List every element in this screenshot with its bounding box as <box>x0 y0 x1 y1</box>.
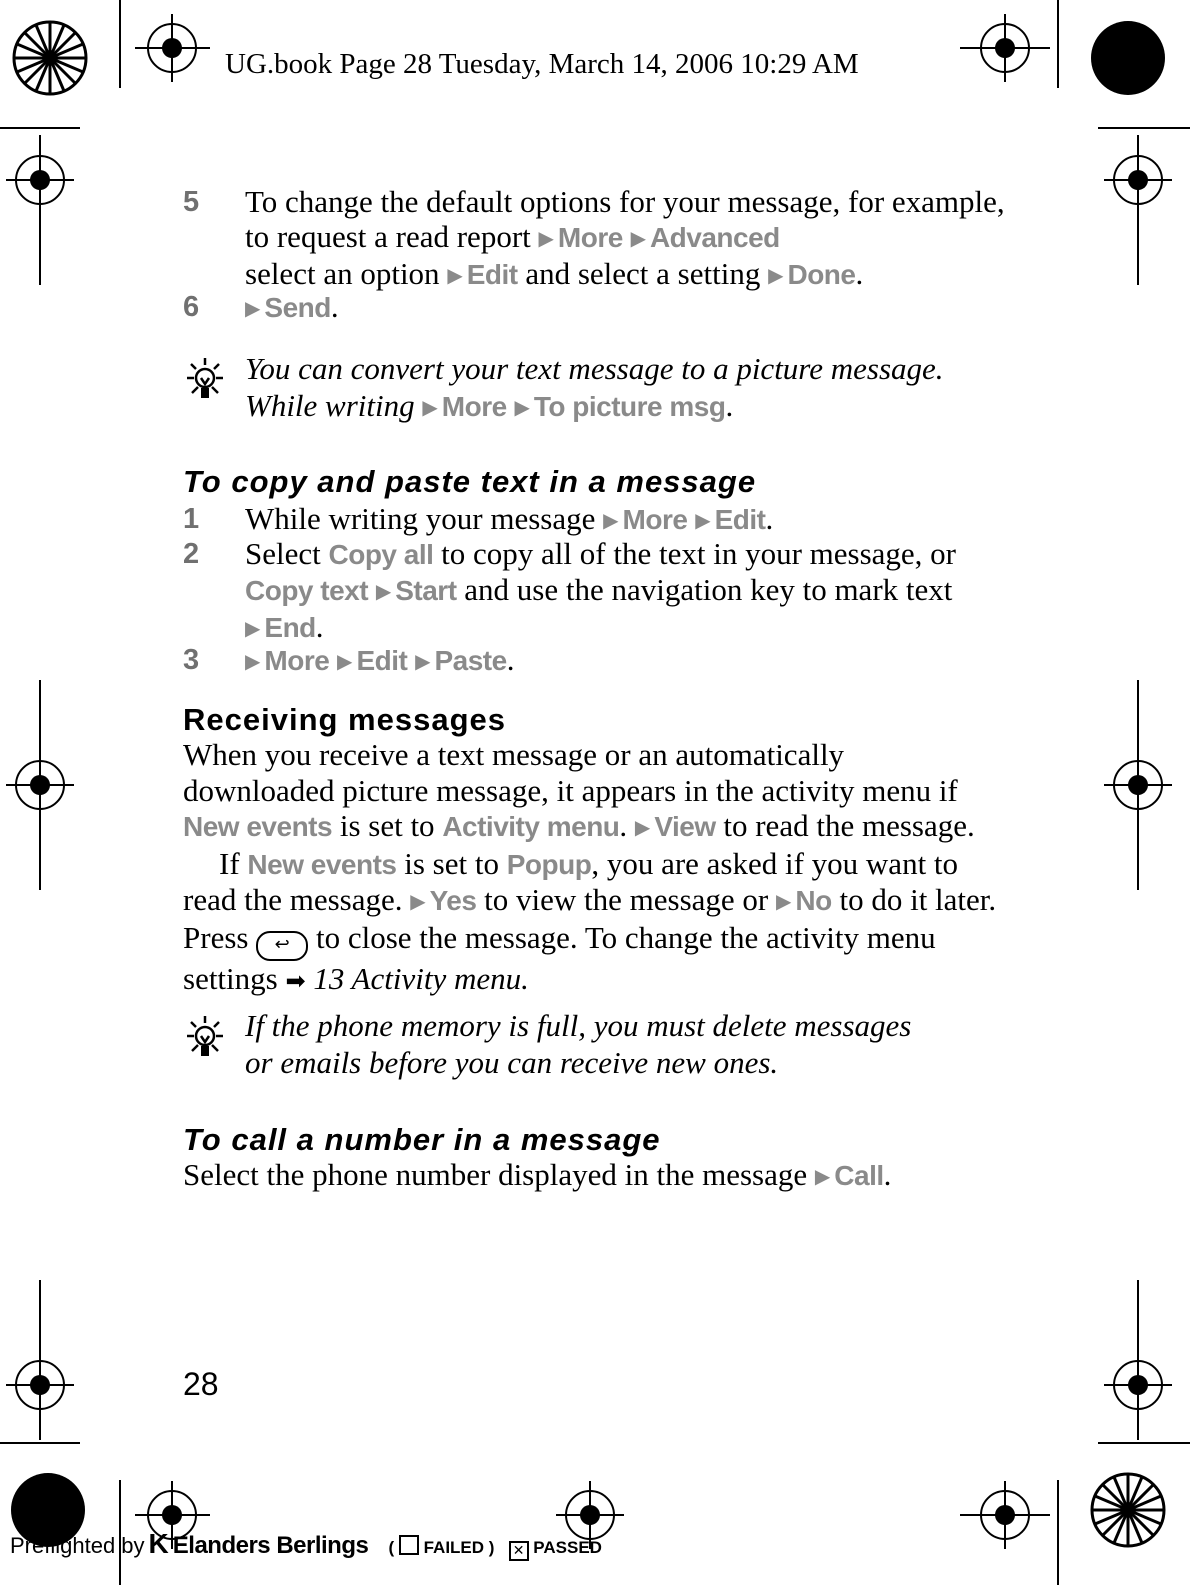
body-text: Select the phone number displayed in the message <box>183 1157 815 1192</box>
ui-label-activity-menu: Activity menu <box>442 811 620 842</box>
body-text: is set to <box>332 808 443 843</box>
lightbulb-tip-icon <box>183 1014 227 1062</box>
body-text: . <box>619 808 635 843</box>
step-text: . <box>855 256 864 291</box>
arrow-right-icon: ▶ <box>695 508 711 532</box>
elanders-logo-icon: K <box>148 1528 169 1559</box>
arrow-right-icon: ▶ <box>630 226 646 250</box>
step-text: select an option <box>245 256 448 291</box>
page-number: 28 <box>183 1366 219 1402</box>
body-text: to read the message. <box>715 808 975 843</box>
body-text: to close the message. To change the activity menu settings <box>183 919 936 996</box>
arrow-right-icon: ▶ <box>538 226 554 250</box>
ui-label-end: End <box>264 612 316 643</box>
copy-step-3-text <box>245 642 1005 679</box>
step-text: While writing your message <box>245 501 604 536</box>
step-number: 6 <box>183 291 200 323</box>
footer-prefix: Preflighted by <box>10 1533 145 1558</box>
step-text: . <box>330 289 339 324</box>
heading-call-number: To call a number in a message <box>183 1122 661 1157</box>
tip-picture-message <box>245 350 1005 426</box>
ui-label-edit: Edit <box>466 259 518 290</box>
call-paragraph <box>183 1157 1003 1195</box>
ui-label-more: More <box>622 504 688 535</box>
ui-label-new-events: New events <box>247 848 397 880</box>
body-text: When you receive a text message or an automatically downloaded picture message, it appears in the activity menu if <box>183 737 958 808</box>
step-text: to copy all of the text in your message, or <box>433 536 956 571</box>
step-text: . <box>315 609 324 644</box>
passed-indicator <box>509 1538 602 1557</box>
step-6-text <box>245 289 1005 326</box>
body-text: If <box>219 845 248 881</box>
failed-label: FAILED <box>423 1538 485 1557</box>
step-5-text <box>245 184 1005 293</box>
ui-label-view: View <box>654 811 716 842</box>
step-text: and use the navigation key to mark text <box>456 572 953 607</box>
arrow-right-icon: ▶ <box>603 508 619 532</box>
copy-step-1-text <box>245 501 1005 538</box>
ui-label-edit: Edit <box>714 504 766 535</box>
heading-copy-paste: To copy and paste text in a message <box>183 464 757 499</box>
receiving-paragraph <box>183 737 1003 999</box>
step-text: . <box>765 501 774 536</box>
step-text: . <box>506 642 515 677</box>
step-number: 1 <box>183 503 200 535</box>
ui-label-copy-all: Copy all <box>328 539 434 570</box>
ui-label-yes: Yes <box>429 885 477 916</box>
arrow-right-icon: ▶ <box>447 263 463 287</box>
lightbulb-tip-icon <box>183 356 227 404</box>
body-text: . <box>521 960 529 996</box>
tip-text: While writing <box>245 388 423 423</box>
preflight-footer <box>10 1528 602 1561</box>
copy-step-2-text <box>245 536 1005 646</box>
ui-label-more: More <box>557 222 623 253</box>
arrow-right-icon: ▶ <box>245 649 261 673</box>
step-text: To change the default options for your message, for example, to request a read report <box>245 184 1005 254</box>
tip-text: You can convert your text message to a picture message. <box>245 351 944 386</box>
arrow-right-icon: ▶ <box>245 296 261 320</box>
footer-brand: Elanders Berlings <box>172 1532 369 1559</box>
unchecked-box-icon <box>399 1535 419 1555</box>
ui-label-more: More <box>441 391 507 422</box>
tip-text: If the phone memory is full, you must delete messages <box>245 1008 912 1043</box>
arrow-right-icon: ▶ <box>410 889 426 913</box>
ui-label-popup: Popup <box>506 848 592 880</box>
cross-reference: 13 Activity menu <box>313 960 522 996</box>
heading-receiving-messages: Receiving messages <box>183 702 507 737</box>
arrow-right-icon: ▶ <box>814 1164 831 1188</box>
arrow-right-icon: ▶ <box>415 649 431 673</box>
checked-box-icon: ✕ <box>509 1541 529 1561</box>
page-header: UG.book Page 28 Tuesday, March 14, 2006 10:29 AM <box>225 48 859 80</box>
step-text: and select a setting <box>517 256 769 291</box>
tip-text: . <box>725 388 734 423</box>
ui-label-call: Call <box>834 1160 884 1191</box>
arrow-right-icon: ▶ <box>337 649 353 673</box>
ui-label-new-events: New events <box>183 811 333 842</box>
ui-label-done: Done <box>787 259 856 290</box>
step-number: 3 <box>183 644 200 676</box>
tip-memory-full <box>245 1007 1005 1081</box>
ui-label-start: Start <box>395 575 457 606</box>
ui-label-paste: Paste <box>434 645 507 676</box>
ui-label-to-picture-msg: To picture msg <box>533 391 726 422</box>
arrow-right-icon: ▶ <box>422 395 438 419</box>
body-text: to view the message or <box>476 882 776 917</box>
ui-label-edit: Edit <box>356 645 408 676</box>
step-text: Select <box>245 536 329 571</box>
body-text: , you are asked if you want to read the message. <box>183 845 959 917</box>
passed-label: PASSED <box>533 1538 602 1557</box>
reference-arrow-icon: ➡ <box>285 966 306 995</box>
ui-label-advanced: Advanced <box>649 222 780 253</box>
arrow-right-icon: ▶ <box>776 889 792 913</box>
ui-label-more: More <box>264 645 330 676</box>
ui-label-no: No <box>795 885 832 916</box>
step-number: 5 <box>183 186 200 218</box>
arrow-right-icon: ▶ <box>768 263 784 287</box>
tip-text: or emails before you can receive new ones. <box>245 1045 779 1080</box>
arrow-right-icon: ▶ <box>375 579 392 603</box>
arrow-right-icon: ▶ <box>634 815 651 839</box>
step-number: 2 <box>183 538 200 570</box>
back-key-icon: ↩ <box>256 931 308 961</box>
failed-indicator: ( FAILED ) <box>388 1538 494 1557</box>
arrow-right-icon: ▶ <box>514 395 530 419</box>
arrow-right-icon: ▶ <box>245 616 261 640</box>
body-text: is set to <box>396 845 507 881</box>
ui-label-send: Send <box>264 292 331 323</box>
body-text: to do it later. Press <box>183 882 997 955</box>
body-text: . <box>883 1157 892 1192</box>
ui-label-copy-text: Copy text <box>245 575 369 606</box>
